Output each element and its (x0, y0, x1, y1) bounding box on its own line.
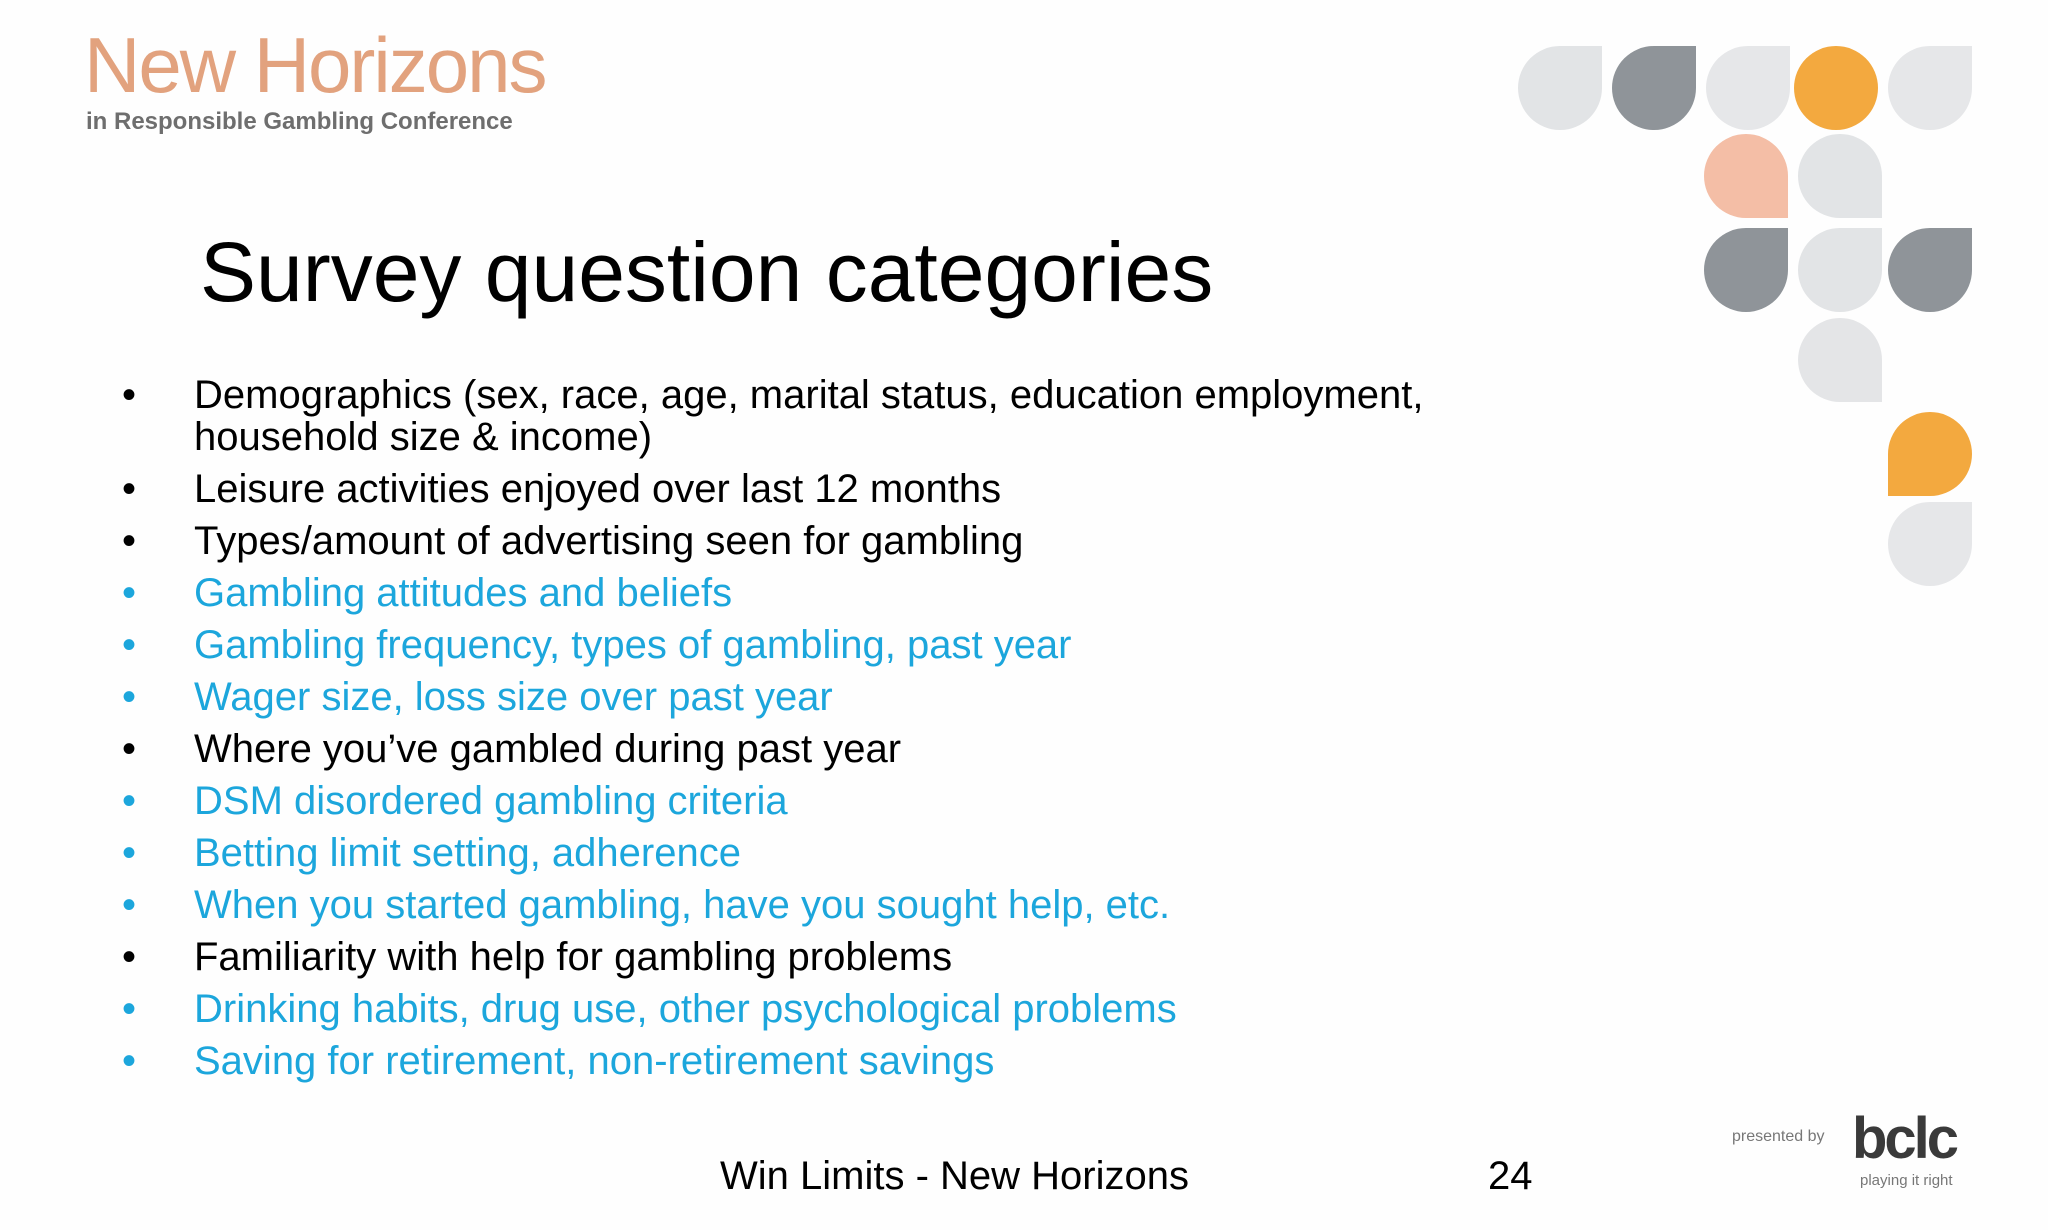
bclc-logo: bclc (1852, 1106, 1957, 1171)
bullet-item (120, 988, 1580, 1030)
slide-title: Survey question categories (200, 225, 1214, 319)
bullet-marker: • (122, 675, 137, 719)
bullet-item (120, 468, 1580, 510)
bullet-marker: • (122, 987, 137, 1031)
bullet-marker: • (122, 831, 137, 875)
bullet-marker: • (122, 727, 137, 771)
bullet-item (120, 624, 1580, 666)
bullet-marker: • (122, 623, 137, 667)
petal-shape (1888, 412, 1972, 496)
bullet-text: When you started gambling, have you sought help, etc. (194, 883, 1171, 927)
bullet-marker: • (122, 467, 137, 511)
bullet-item (120, 884, 1580, 926)
bullet-marker: • (122, 1039, 137, 1083)
petal-shape (1888, 228, 1972, 312)
petal-shape (1798, 318, 1882, 402)
bullet-text: Familiarity with help for gambling problems (194, 935, 953, 979)
bullet-marker: • (122, 519, 137, 563)
petal-shape (1888, 46, 1972, 130)
bullet-text: Where you’ve gambled during past year (194, 727, 902, 771)
bullet-marker: • (122, 571, 137, 615)
bullet-text: Gambling frequency, types of gambling, past year (194, 623, 1072, 667)
petal-shape (1794, 46, 1836, 130)
page-number: 24 (1488, 1154, 1533, 1198)
footer-text: Win Limits - New Horizons (720, 1154, 1189, 1198)
bullet-item (120, 676, 1580, 718)
petal-shape (1704, 228, 1788, 312)
bullet-item (120, 374, 1580, 458)
bullet-text: Types/amount of advertising seen for gambling (194, 519, 1024, 563)
bullet-item (120, 520, 1580, 562)
bullet-item (120, 936, 1580, 978)
bullet-text: Wager size, loss size over past year (194, 675, 833, 719)
bullet-text: Betting limit setting, adherence (194, 831, 741, 875)
bullet-item (120, 572, 1580, 614)
petal-shape (1888, 502, 1972, 586)
bullet-item (120, 1040, 1580, 1082)
bullet-text: Saving for retirement, non-retirement savings (194, 1039, 995, 1083)
bullet-text: Leisure activities enjoyed over last 12 months (194, 467, 1002, 511)
petal-shape (1798, 134, 1882, 218)
bullet-list (120, 374, 1580, 1092)
bullet-marker: • (122, 779, 137, 823)
bullet-marker: • (122, 373, 137, 417)
petal-shape (1836, 46, 1878, 130)
bullet-marker: • (122, 883, 137, 927)
bullet-item (120, 780, 1580, 822)
bullet-marker: • (122, 935, 137, 979)
bullet-item (120, 832, 1580, 874)
bullet-text: Demographics (sex, race, age, marital status, education employment, household size & income) (194, 373, 1424, 459)
bullet-text: DSM disordered gambling criteria (194, 779, 788, 823)
conference-logo (84, 21, 546, 136)
bullet-item (120, 728, 1580, 770)
bclc-tagline: playing it right (1860, 1172, 1953, 1189)
logo-title: New Horizons (84, 21, 546, 109)
presented-by-label: presented by (1732, 1128, 1825, 1145)
petal-shape (1612, 46, 1696, 130)
petal-shape (1706, 46, 1790, 130)
bullet-text: Gambling attitudes and beliefs (194, 571, 733, 615)
petal-shape (1704, 134, 1788, 218)
logo-subtitle: in Responsible Gambling Conference (86, 108, 513, 135)
bullet-text: Drinking habits, drug use, other psychological problems (194, 987, 1177, 1031)
petal-shape (1518, 46, 1602, 130)
petal-shape (1798, 228, 1882, 312)
